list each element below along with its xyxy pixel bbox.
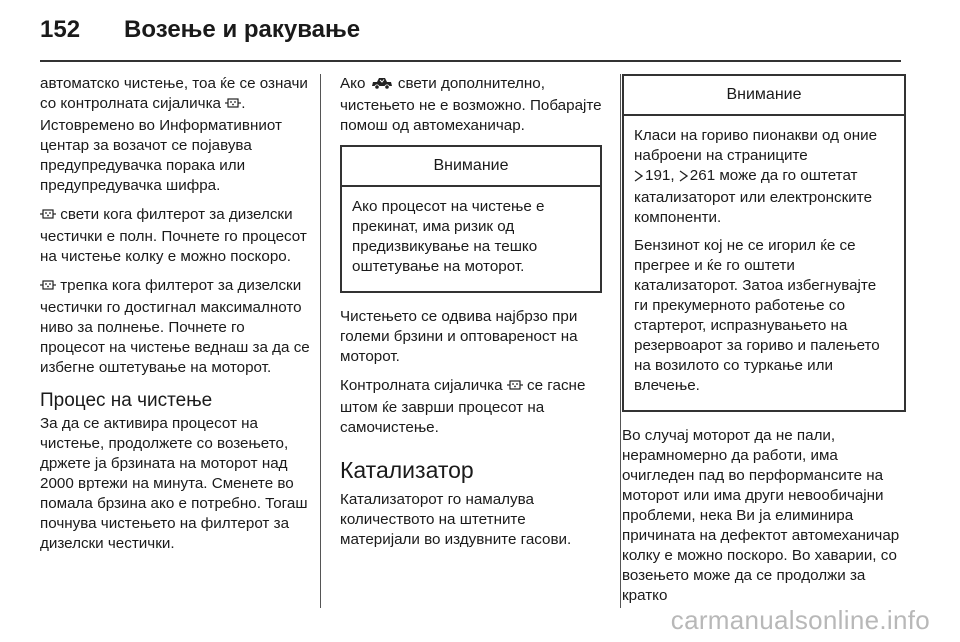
page-reference-icon — [634, 168, 643, 188]
page-reference[interactable]: 191, — [645, 167, 675, 184]
paragraph: свети кога филтерот за дизелски честички е полн. Почнете го процесот на чистење колку е можно поскоро. — [40, 206, 307, 265]
paragraph: Катализаторот го намалува количеството на штетните материјали во издувните гасови. — [340, 491, 572, 548]
header-divider — [40, 60, 901, 62]
warning-text: Бензинот кој не се игорил ќе се прегрее и ќе го оштети катализаторот. Затоа избегнувајте ги прекумерното работење со стартерот, испразнувањето на резервоарот за гориво и палењето на возилото со туркање или влечење. — [634, 237, 880, 394]
dpf-filter-icon — [40, 278, 56, 298]
page-header — [40, 16, 360, 56]
column-1 — [40, 74, 310, 563]
warning-text: Класи на гориво пионакви од оние наброени на страниците 191, 261 може да го оштетат катализаторот или електронските компоненти. — [634, 127, 878, 226]
paragraph: Ако свети дополнително, чистењето не е возможно. Побарајте помош од автомеханичар. — [340, 75, 602, 134]
section-heading: Катализатор — [340, 457, 474, 483]
column-divider-2 — [620, 74, 621, 608]
warning-box-title: Внимание — [624, 76, 904, 116]
paragraph: За да се активира процесот на чистење, продолжете со возењето, држете ја брзината на моторот над 2000 вртежи на минута. Сменете во помала брзина ако е потребно. Тогаш почнува чистењето на филтерот за дизелски честички. — [40, 415, 308, 552]
column-2 — [340, 74, 602, 559]
paragraph: Чистењето се одвива најбрзо при големи брзини и оптовареност на моторот. — [340, 308, 578, 365]
page-number: 152 — [40, 16, 81, 43]
page-reference-icon — [679, 168, 688, 188]
warning-text: Ако процесот на чистење е прекинат, има ризик од предизвикување на тешко оштетување на моторот. — [352, 198, 545, 275]
column-divider-1 — [320, 74, 321, 608]
warning-box-title: Внимание — [342, 147, 600, 187]
column-3 — [622, 74, 906, 615]
warning-box — [340, 145, 602, 293]
section-heading: Процес на чистење — [40, 390, 213, 411]
dpf-filter-icon — [40, 207, 56, 227]
paragraph: трепка кога филтерот за дизелски честички го достигнал максималното ниво за полнење. Почнете го процесот на чистење веднаш за да се избегне оштетување на моторот. — [40, 277, 310, 376]
paragraph: Во случај моторот да не пали, нерамномерно да работи, има очигледен пад во перформансите на моторот или има други невообичајни проблеми, нека Ви ја елиминира причината на дефектот автомеханичар колку е можно поскоро. Во хаварии, со возењето може да се продолжи за кратко — [622, 427, 900, 604]
paragraph: Контролната сијаличка се гасне штом ќе заврши процесот на самочистење. — [340, 377, 586, 436]
chapter-title: Возење и ракување — [124, 16, 361, 43]
dpf-filter-icon — [507, 378, 523, 398]
dpf-filter-icon — [225, 96, 241, 116]
watermark: carmanualsonline.info — [670, 605, 930, 635]
car-service-icon — [370, 76, 394, 96]
warning-box — [622, 74, 906, 412]
paragraph: автоматско чистење, тоа ќе се означи со контролната сијаличка . Истовремено во Информативниот центар за возачот се појавува предупредувачка порака или предупредувачка шифра. — [40, 75, 308, 194]
